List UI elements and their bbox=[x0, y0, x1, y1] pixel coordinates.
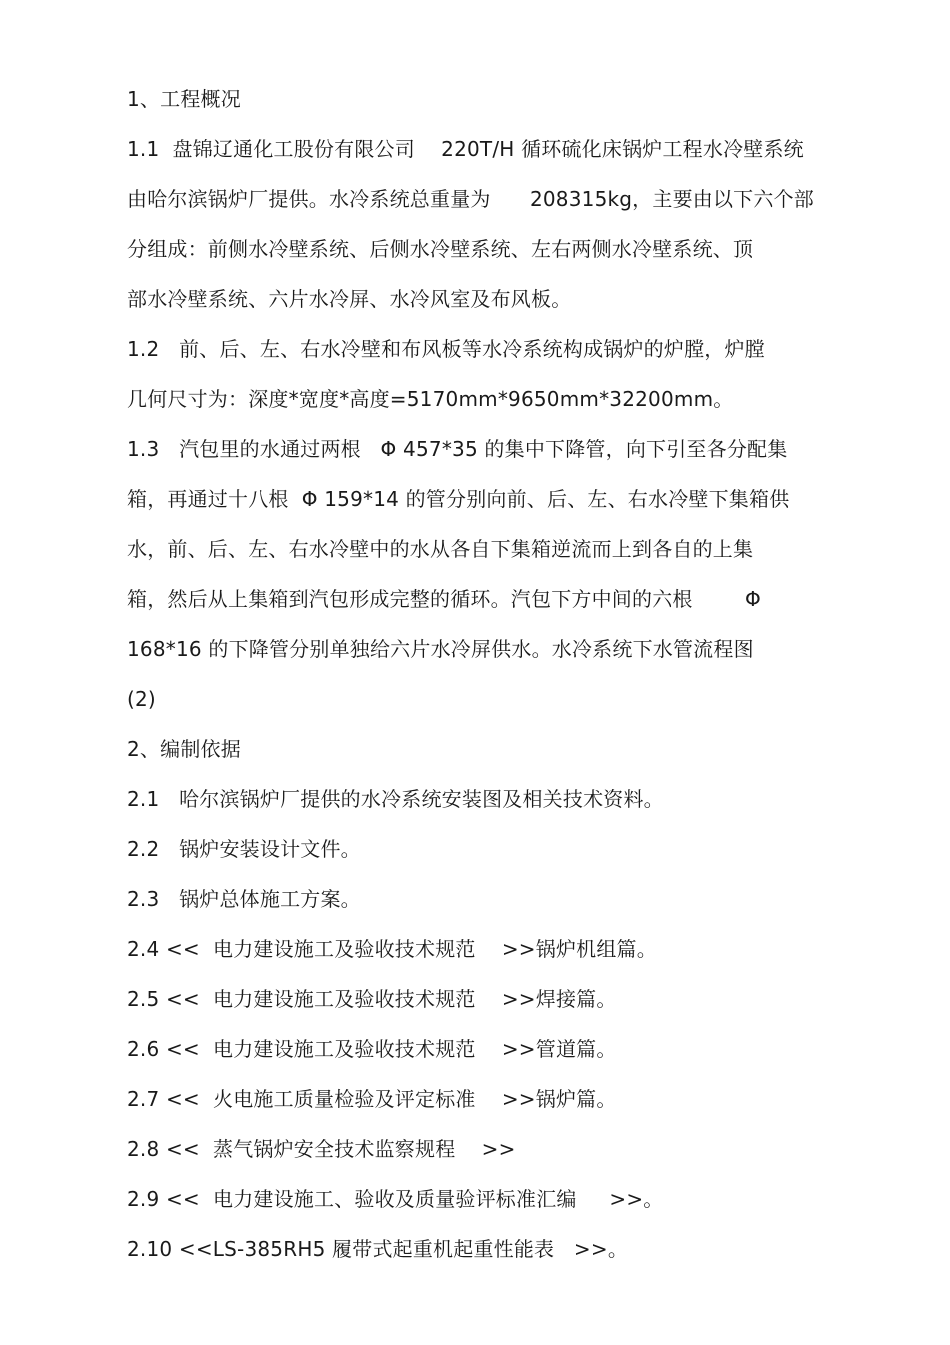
list-item-2-9: 2.9 << 电力建设施工、验收及质量验评标准汇编 >>。 bbox=[127, 1187, 664, 1211]
list-item-2-1: 2.1 哈尔滨锅炉厂提供的水冷系统安装图及相关技术资料。 bbox=[127, 787, 664, 811]
paragraph-1-2-line-1: 1.2 前、后、左、右水冷壁和布风板等水冷系统构成锅炉的炉膛，炉膛 bbox=[127, 337, 765, 361]
list-item-2-10: 2.10 <<LS-385RH5 履带式起重机起重性能表 >>。 bbox=[127, 1237, 629, 1261]
list-item-2-7: 2.7 << 火电施工质量检验及评定标准 >>锅炉篇。 bbox=[127, 1087, 617, 1111]
paragraph-1-3-line-1: 1.3 汽包里的水通过两根 Φ 457*35 的集中下降管，向下引至各分配集 bbox=[127, 437, 788, 461]
list-item-2-4: 2.4 << 电力建设施工及验收技术规范 >>锅炉机组篇。 bbox=[127, 937, 657, 961]
list-item-2-5: 2.5 << 电力建设施工及验收技术规范 >>焊接篇。 bbox=[127, 987, 617, 1011]
paragraph-1-3-line-6: (2) bbox=[127, 687, 156, 711]
paragraph-1-1-line-4: 部水冷壁系统、六片水冷屏、水冷风室及布风板。 bbox=[127, 287, 572, 311]
paragraph-1-1-line-2: 由哈尔滨锅炉厂提供。水冷系统总重量为 208315kg，主要由以下六个部 bbox=[127, 187, 814, 211]
paragraph-1-1-line-3: 分组成：前侧水冷壁系统、后侧水冷壁系统、左右两侧水冷壁系统、顶 bbox=[127, 237, 754, 261]
list-item-2-8: 2.8 << 蒸气锅炉安全技术监察规程 >> bbox=[127, 1137, 516, 1161]
section-2-heading: 2、编制依据 bbox=[127, 737, 241, 761]
list-item-2-2: 2.2 锅炉安装设计文件。 bbox=[127, 837, 361, 861]
paragraph-1-2-line-2: 几何尺寸为：深度*宽度*高度=5170mm*9650mm*32200mm。 bbox=[127, 387, 734, 411]
list-item-2-6: 2.6 << 电力建设施工及验收技术规范 >>管道篇。 bbox=[127, 1037, 617, 1061]
paragraph-1-3-line-5: 168*16 的下降管分别单独给六片水冷屏供水。水冷系统下水管流程图 bbox=[127, 637, 754, 661]
paragraph-1-1-line-1: 1.1 盘锦辽通化工股份有限公司 220T/H 循环硫化床锅炉工程水冷壁系统 bbox=[127, 137, 804, 161]
list-item-2-3: 2.3 锅炉总体施工方案。 bbox=[127, 887, 361, 911]
section-1-heading: 1、工程概况 bbox=[127, 87, 241, 111]
paragraph-1-3-line-3: 水，前、后、左、右水冷壁中的水从各自下集箱逆流而上到各自的上集 bbox=[127, 537, 754, 561]
paragraph-1-3-line-4: 箱，然后从上集箱到汽包形成完整的循环。汽包下方中间的六根 Φ bbox=[127, 587, 762, 611]
paragraph-1-3-line-2: 箱，再通过十八根 Φ 159*14 的管分别向前、后、左、右水冷壁下集箱供 bbox=[127, 487, 790, 511]
